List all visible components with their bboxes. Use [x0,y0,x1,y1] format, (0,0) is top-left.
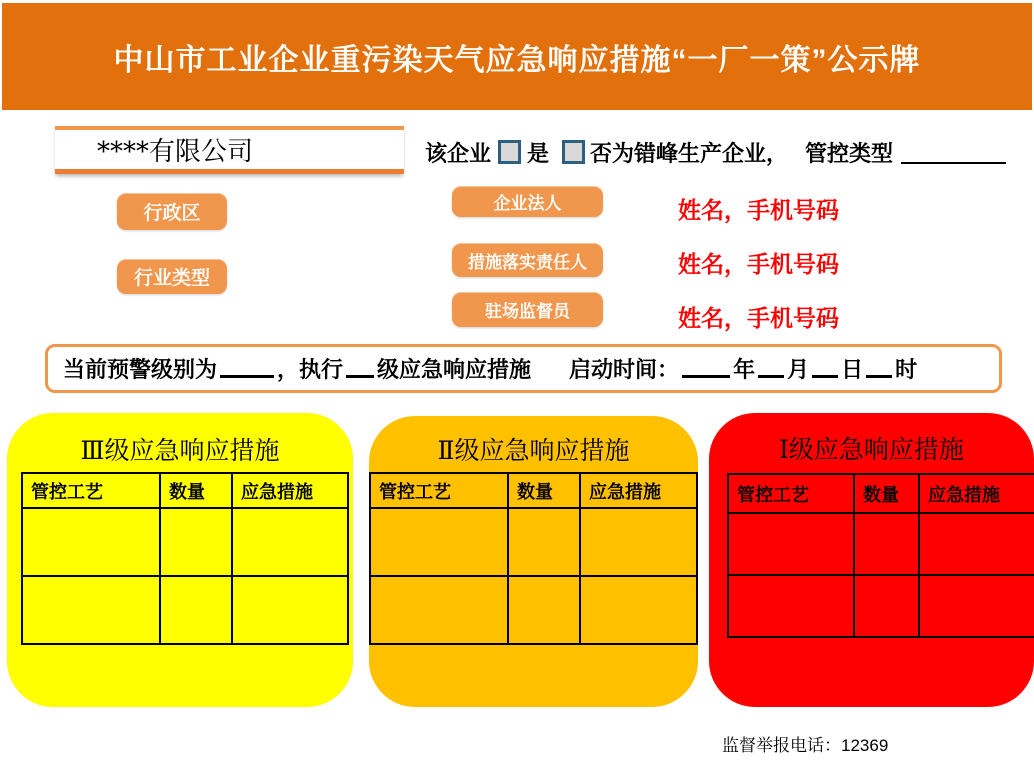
hour-label: 时 [895,357,918,382]
alert-level-label: 当前预警级别为 [63,357,218,382]
col-header-measures: 应急措施 [580,473,697,508]
col-header-quantity: 数量 [508,473,580,508]
day-blank [812,359,838,378]
onsite-supervisor-value: 姓名，手机号码 [678,305,839,331]
table-cell [160,576,232,644]
alert-grade-blank [346,359,374,378]
table-cell [919,513,1034,575]
col-header-measures: 应急措施 [919,474,1034,513]
year-blank [682,359,730,378]
page-title: 中山市工业企业重污染天气应急响应措施“一厂一策”公示牌 [113,43,921,77]
table-cell [580,576,697,644]
alert-level-blank [220,359,274,378]
table-header-row [22,473,348,508]
table-row [728,575,1034,637]
no-checkbox[interactable] [562,140,585,164]
control-type-blank [901,162,1006,164]
table-cell [160,508,232,576]
panel-level-1-title: Ⅰ级应急响应措施 [779,435,964,464]
col-header-process: 管控工艺 [22,473,160,508]
table-row [22,508,348,576]
admin-region-button[interactable]: 行政区 [117,193,227,230]
alert-status-box [45,344,1002,393]
panel-level-3-table [21,472,349,645]
col-header-process: 管控工艺 [728,474,854,513]
table-cell [22,508,160,576]
measure-responsible-value: 姓名，手机号码 [678,251,839,277]
alert-execute-label: ，执行 [277,357,344,382]
hotline-label: 监督举报电话：12369 [722,736,889,755]
table-cell [22,576,160,644]
yes-label: 是 [527,140,550,166]
panel-level-1 [709,413,1034,707]
company-name: ****有限公司 [97,137,254,167]
peak-production-line [425,137,1006,167]
table-header-row [370,473,697,508]
hour-blank [866,359,892,378]
table-cell [232,576,348,644]
table-cell [854,513,919,575]
panel-level-2 [369,416,698,707]
day-label: 日 [841,357,864,382]
table-cell [232,508,348,576]
control-type-label: 管控类型 [805,140,894,166]
industry-type-button[interactable]: 行业类型 [117,259,227,294]
company-name-box [55,126,404,174]
table-row [728,513,1034,575]
table-row [22,576,348,644]
panel-level-2-table [369,472,698,645]
table-header-row [728,474,1034,513]
table-cell [919,575,1034,637]
no-label: 否为错峰生产企业， [590,140,789,166]
col-header-quantity: 数量 [854,474,919,513]
table-row [370,508,697,576]
legal-representative-button[interactable]: 企业法人 [452,186,603,217]
measure-responsible-button[interactable]: 措施落实责任人 [452,243,603,277]
table-cell [580,508,697,576]
table-cell [508,508,580,576]
table-cell [854,575,919,637]
panel-level-1-table [727,473,1034,638]
panel-level-3 [7,413,353,707]
alert-measures-label: 级应急响应措施 [377,357,532,382]
table-cell [728,575,854,637]
header-banner [2,3,1032,110]
col-header-quantity: 数量 [160,473,232,508]
col-header-process: 管控工艺 [370,473,508,508]
col-header-measures: 应急措施 [232,473,348,508]
panel-level-3-title: Ⅲ级应急响应措施 [80,436,280,465]
table-cell [370,576,508,644]
table-cell [370,508,508,576]
peak-prefix-label: 该企业 [425,140,492,166]
panel-level-2-title: Ⅱ级应急响应措施 [437,436,630,465]
table-cell [508,576,580,644]
table-row [370,576,697,644]
year-label: 年 [733,357,756,382]
month-blank [758,359,784,378]
table-cell [728,513,854,575]
onsite-supervisor-button[interactable]: 驻场监督员 [452,292,603,327]
legal-representative-value: 姓名，手机号码 [678,197,839,223]
month-label: 月 [787,357,810,382]
yes-checkbox[interactable] [498,140,521,164]
start-time-label: 启动时间： [569,357,680,382]
